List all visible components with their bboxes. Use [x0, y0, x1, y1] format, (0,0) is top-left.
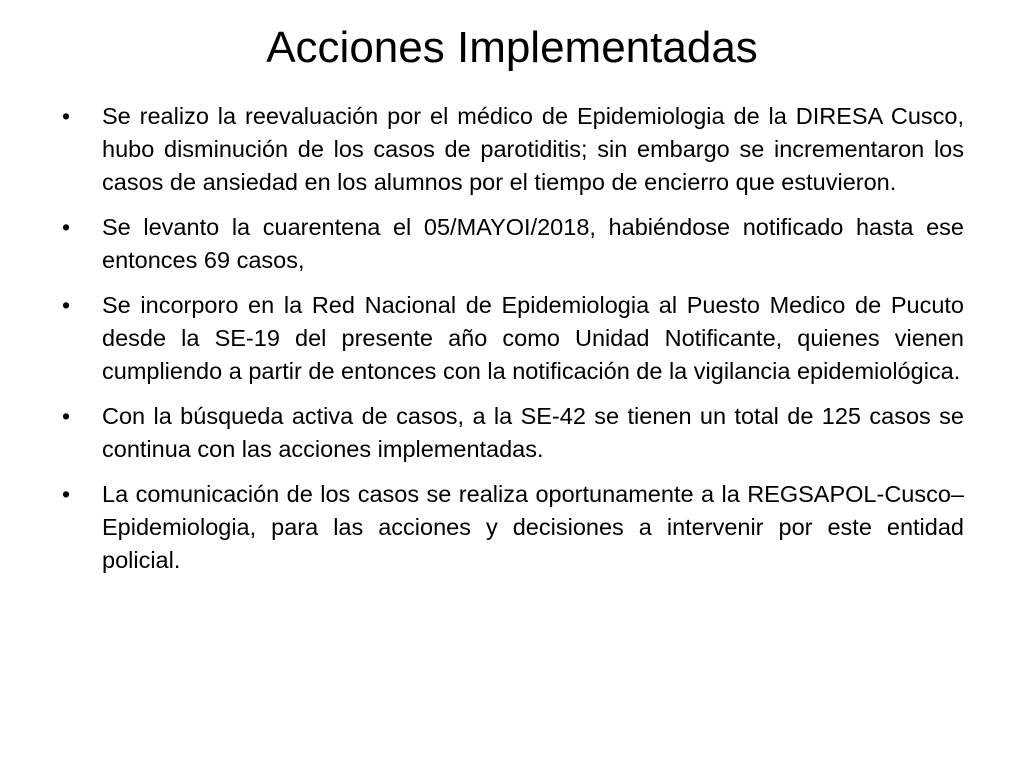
bullet-text: Se incorporo en la Red Nacional de Epidemiologia al Puesto Medico de Pucuto desde la SE-19 del presente año como Unidad Notificante, quienes vienen cumpliendo a partir de entonces con la notificación de la vigilancia epidemiológica.	[102, 292, 964, 384]
bullet-text: Se levanto la cuarentena el 05/MAYOI/2018, habiéndose notificado hasta ese entonces 69 casos,	[102, 214, 964, 273]
bullet-item	[62, 289, 964, 388]
slide-title: Acciones Implementadas	[266, 23, 758, 72]
bullet-icon: •	[62, 103, 71, 129]
bullet-text: La comunicación de los casos se realiza oportunamente a la REGSAPOL-Cusco–Epidemiologia, para las acciones y decisiones a intervenir por este entidad policial.	[102, 481, 964, 573]
bullet-item	[62, 400, 964, 466]
bullet-list	[62, 100, 964, 589]
bullet-icon: •	[62, 403, 71, 429]
bullet-text: Con la búsqueda activa de casos, a la SE-42 se tienen un total de 125 casos se continua con las acciones implementadas.	[102, 403, 964, 462]
bullet-item	[62, 100, 964, 199]
bullet-icon: •	[62, 481, 71, 507]
bullet-item	[62, 211, 964, 277]
bullet-text: Se realizo la reevaluación por el médico de Epidemiologia de la DIRESA Cusco, hubo disminución de los casos de parotiditis; sin embargo se incrementaron los casos de ansiedad en los alumnos por el tiempo de encierro que estuvieron.	[102, 103, 964, 195]
bullet-icon: •	[62, 292, 71, 318]
bullet-icon: •	[62, 214, 71, 240]
bullet-item	[62, 478, 964, 577]
